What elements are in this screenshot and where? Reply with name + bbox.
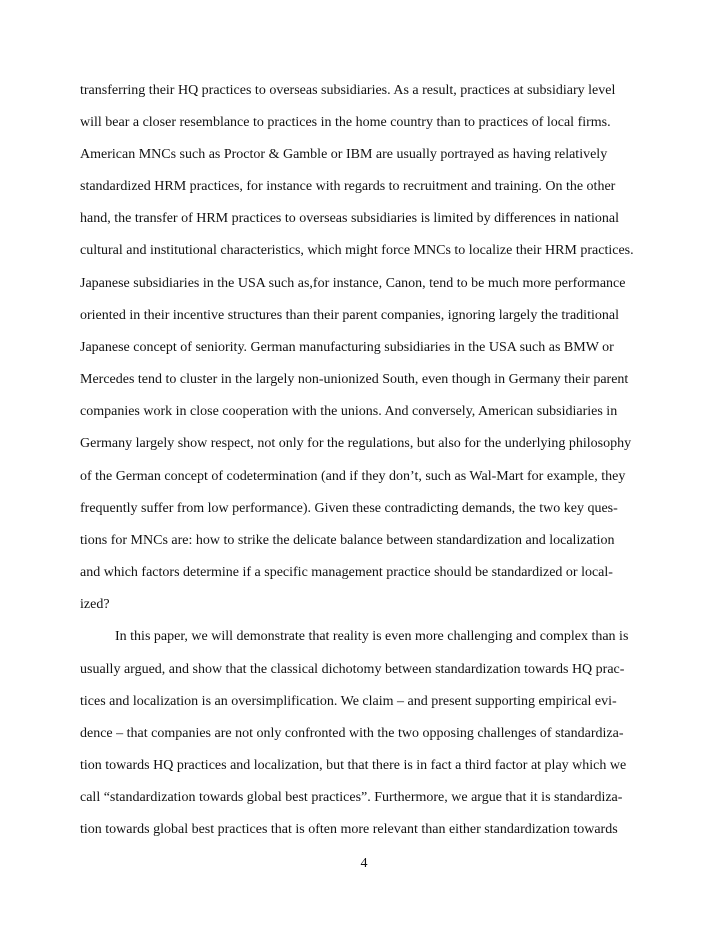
text-line: Japanese subsidiaries in the USA such as,for instance, Canon, tend to be much more performance bbox=[80, 276, 626, 291]
text-line: ized? bbox=[80, 597, 110, 612]
text-line: will bear a closer resemblance to practices in the home country than to practices of local firms. bbox=[80, 115, 611, 130]
text-line: tion towards HQ practices and localization, but that there is in fact a third factor at play which we bbox=[80, 758, 627, 773]
text-line: of the German concept of codetermination (and if they don’t, such as Wal-Mart for example, they bbox=[80, 469, 626, 484]
text-line: cultural and institutional characteristics, which might force MNCs to localize their HRM practices. bbox=[80, 243, 634, 258]
text-line: dence – that companies are not only confronted with the two opposing challenges of standardiza- bbox=[80, 726, 624, 741]
text-line: oriented in their incentive structures than their parent companies, ignoring largely the traditional bbox=[80, 308, 619, 323]
text-line: call “standardization towards global best practices”. Furthermore, we argue that it is standardiza- bbox=[80, 790, 623, 805]
text-line: standardized HRM practices, for instance with regards to recruitment and training. On the other bbox=[80, 179, 616, 194]
paragraph-first-line: In this paper, we will demonstrate that reality is even more challenging and complex than is bbox=[115, 629, 629, 644]
text-line: frequently suffer from low performance). Given these contradicting demands, the two key ques- bbox=[80, 501, 618, 516]
text-line: companies work in close cooperation with the unions. And conversely, American subsidiaries in bbox=[80, 404, 618, 419]
text-line: Mercedes tend to cluster in the largely non-unionized South, even though in Germany their parent bbox=[80, 372, 629, 387]
text-line: tices and localization is an oversimplification. We claim – and present supporting empirical evi- bbox=[80, 694, 617, 709]
text-line: Japanese concept of seniority. German manufacturing subsidiaries in the USA such as BMW or bbox=[80, 340, 614, 355]
page-number: 4 bbox=[360, 856, 368, 871]
text-line: usually argued, and show that the classical dichotomy between standardization towards HQ prac- bbox=[80, 662, 625, 677]
text-line: tion towards global best practices that is often more relevant than either standardization towards bbox=[80, 822, 618, 837]
text-line: transferring their HQ practices to overseas subsidiaries. As a result, practices at subsidiary level bbox=[80, 83, 616, 98]
text-line: American MNCs such as Proctor & Gamble or IBM are usually portrayed as having relatively bbox=[80, 147, 608, 162]
text-line: Germany largely show respect, not only for the regulations, but also for the underlying philosophy bbox=[80, 436, 632, 451]
text-line: and which factors determine if a specific management practice should be standardized or local- bbox=[80, 565, 613, 580]
text-line: hand, the transfer of HRM practices to overseas subsidiaries is limited by differences in national bbox=[80, 211, 619, 226]
text-line: tions for MNCs are: how to strike the delicate balance between standardization and localization bbox=[80, 533, 615, 548]
